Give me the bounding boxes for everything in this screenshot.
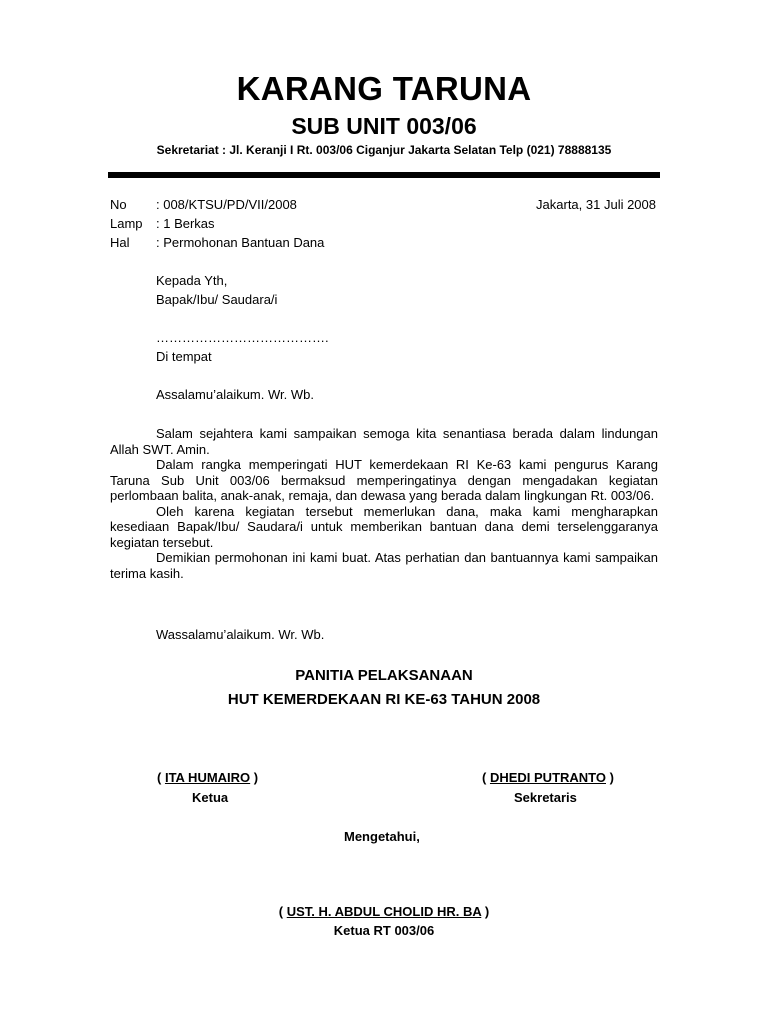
recipient-line2: Bapak/Ibu/ Saudara/i xyxy=(156,292,278,307)
bottom-signatory-name xyxy=(0,904,768,919)
bottom-name: UST. H. ABDUL CHOLID HR. BA xyxy=(286,904,482,919)
recipient-place: Di tempat xyxy=(156,349,212,364)
letterhead-divider xyxy=(108,172,660,178)
recipient-line1: Kepada Yth, xyxy=(156,273,228,288)
recipient-dots: …………………………………. xyxy=(156,330,329,345)
paren-close: ) xyxy=(606,770,614,785)
paren-close: ) xyxy=(481,904,490,919)
org-title: KARANG TARUNA xyxy=(236,70,532,107)
meta-lamp-label: Lamp xyxy=(110,216,143,231)
committee-line2: HUT KEMERDEKAAN RI KE-63 TAHUN 2008 xyxy=(227,691,541,708)
meta-lamp-value: : 1 Berkas xyxy=(156,216,215,231)
paren-open: ( xyxy=(157,770,165,785)
committee-line1: PANITIA PELAKSANAAN xyxy=(295,667,473,684)
left-name: ITA HUMAIRO xyxy=(164,770,251,785)
paren-open: ( xyxy=(482,770,490,785)
letter-date: Jakarta, 31 Juli 2008 xyxy=(536,197,656,212)
right-name: DHEDI PUTRANTO xyxy=(489,770,606,785)
unit-subtitle: SUB UNIT 003/06 xyxy=(291,113,477,139)
paren-open: ( xyxy=(278,904,287,919)
paren-close: ) xyxy=(250,770,259,785)
meta-hal-label: Hal xyxy=(110,235,130,250)
meta-no-value: : 008/KTSU/PD/VII/2008 xyxy=(156,197,297,212)
meta-hal-value: : Permohonan Bantuan Dana xyxy=(156,235,325,250)
meta-no-label: No xyxy=(110,197,127,212)
left-signatory-name xyxy=(157,770,258,785)
body-paragraph: Demikian permohonan ini kami buat. Atas perhatian dan bantuannya kami sampaikan terima kasih. xyxy=(110,550,658,581)
acknowledged-label: Mengetahui, xyxy=(344,829,420,844)
bottom-signatory-role: Ketua RT 003/06 xyxy=(333,923,435,938)
secretariat-address: Sekretariat : Jl. Keranji I Rt. 003/06 Ciganjur Jakarta Selatan Telp (021) 78888135 xyxy=(156,143,612,157)
letter-body xyxy=(110,426,658,581)
left-signatory-role: Ketua xyxy=(192,790,229,805)
body-paragraph: Dalam rangka memperingati HUT kemerdekaan RI Ke-63 kami pengurus Karang Taruna Sub Unit 003/06 bermaksud memperingatinya dengan mengadakan kegiatan perlombaan balita, anak-anak, remaja, dan dewasa yang berada dalam lingkungan Rt. 003/06. xyxy=(110,457,658,503)
right-signatory-role: Sekretaris xyxy=(514,790,577,805)
body-paragraph: Oleh karena kegiatan tersebut memerlukan dana, maka kami mengharapkan kesediaan Bapak/Ibu/ Saudara/i untuk memberikan bantuan dana demi terselenggaranya kegiatan tersebut. xyxy=(110,503,658,550)
right-signatory-name xyxy=(482,770,614,785)
closing: Wassalamu’alaikum. Wr. Wb. xyxy=(156,627,325,642)
body-paragraph: Salam sejahtera kami sampaikan semoga kita senantiasa berada dalam lindungan Allah SWT. Amin. xyxy=(110,426,658,457)
greeting: Assalamu’alaikum. Wr. Wb. xyxy=(156,387,314,402)
